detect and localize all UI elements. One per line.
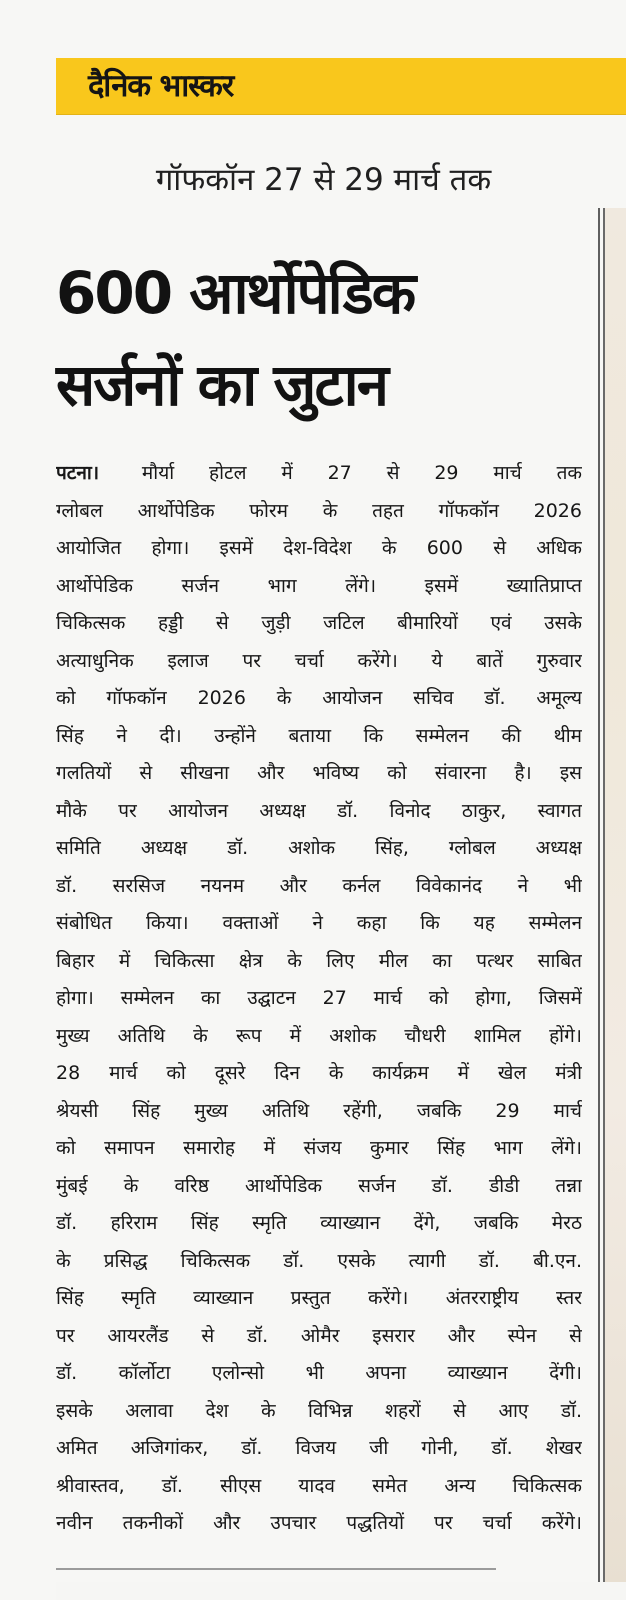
article-line: मुंबई के वरिष्ठ आर्थोपेडिक सर्जन डॉ. डीडी तन्ना — [56, 1174, 582, 1197]
article-line: को गॉफकॉन 2026 के आयोजन सचिव डॉ. अमूल्य — [56, 687, 582, 709]
article-line: होगा। सम्मेलन का उद्घाटन 27 मार्च को होगा, जिसमें — [56, 987, 582, 1009]
headline-line-1: 600 आर्थोपेडिक — [56, 259, 415, 327]
headline-line-2: सर्जनों का जुटान — [56, 351, 387, 419]
article-line: 28 मार्च को दूसरे दिन के कार्यक्रम में खेल मंत्री — [56, 1062, 582, 1084]
article-line: संबोधित किया। वक्ताओं ने कहा कि यह सम्मेलन — [56, 912, 582, 934]
article-line: डॉ. सरसिज नयनम और कर्नल विवेकानंद ने भी — [56, 874, 582, 897]
article-line: अत्याधुनिक इलाज पर चर्चा करेंगे। ये बातें गुरुवार — [56, 649, 582, 672]
article-line: गलतियों से सीखना और भविष्य को संवारना है। इस — [56, 762, 582, 784]
article-line-text: मौर्या होटल में 27 से 29 मार्च तक — [141, 462, 582, 484]
article-line: डॉ. हरिराम सिंह स्मृति व्याख्यान देंगे, जबकि मेरठ — [56, 1212, 582, 1234]
dateline: पटना। — [56, 462, 100, 484]
article-line: पर आयरलैंड से डॉ. ओमैर इसरार और स्पेन से — [56, 1324, 582, 1347]
article-line: आर्थोपेडिक सर्जन भाग लेंगे। इसमें ख्यातिप्राप्त — [56, 574, 582, 597]
article-line: श्रीवास्तव, डॉ. सीएस यादव समेत अन्य चिकित्सक — [56, 1474, 582, 1497]
masthead-bar — [56, 58, 626, 115]
article-line: सिंह स्मृति व्याख्यान प्रस्तुत करेंगे। अंतरराष्ट्रीय स्तर — [56, 1287, 582, 1309]
bottom-divider — [56, 1568, 496, 1570]
article-line: के प्रसिद्ध चिकित्सक डॉ. एसके त्यागी डॉ. बी.एन. — [56, 1249, 582, 1272]
article-line: ग्लोबल आर्थोपेडिक फोरम के तहत गॉफकॉन 2026 — [56, 499, 582, 522]
article-line — [56, 455, 582, 493]
article-line: चिकित्सक हड्डी से जुड़ी जटिल बीमारियों एवं उसके — [56, 612, 582, 634]
article-line: सिंह ने दी। उन्होंने बताया कि सम्मेलन की थीम — [56, 724, 582, 747]
column-divider — [598, 208, 600, 1584]
article-line: डॉ. कॉर्लोटा एलोन्सो भी अपना व्याख्यान देंगी। — [56, 1362, 582, 1384]
story-headline — [56, 247, 596, 431]
article-line: को समापन समारोह में संजय कुमार सिंह भाग लेंगे। — [56, 1137, 582, 1159]
newspaper-logo: दैनिक भास्कर — [88, 68, 234, 104]
article-line: समिति अध्यक्ष डॉ. अशोक सिंह, ग्लोबल अध्यक्ष — [56, 837, 582, 859]
article-line: इसके अलावा देश के विभिन्न शहरों से आए डॉ. — [56, 1399, 582, 1422]
article-line: नवीन तकनीकों और उपचार पद्धतियों पर चर्चा करेंगे। — [56, 1512, 582, 1534]
adjacent-page-edge — [603, 208, 626, 1584]
bottom-margin — [56, 1582, 626, 1600]
story-kicker: गॉफकॉन 27 से 29 मार्च तक — [155, 162, 492, 198]
article-line: आयोजित होगा। इसमें देश-विदेश के 600 से अधिक — [56, 537, 582, 559]
article-line: बिहार में चिकित्सा क्षेत्र के लिए मील का पत्थर साबित — [56, 949, 582, 972]
article-line: श्रेयसी सिंह मुख्य अतिथि रहेंगी, जबकि 29 मार्च — [56, 1099, 582, 1122]
article-line: मौके पर आयोजन अध्यक्ष डॉ. विनोद ठाकुर, स्वागत — [56, 799, 582, 822]
article-line: अमित अजिगांकर, डॉ. विजय जी गोनी, डॉ. शेखर — [56, 1437, 582, 1459]
article-line: मुख्य अतिथि के रूप में अशोक चौधरी शामिल होंगे। — [56, 1024, 582, 1047]
article-body — [56, 455, 582, 1543]
